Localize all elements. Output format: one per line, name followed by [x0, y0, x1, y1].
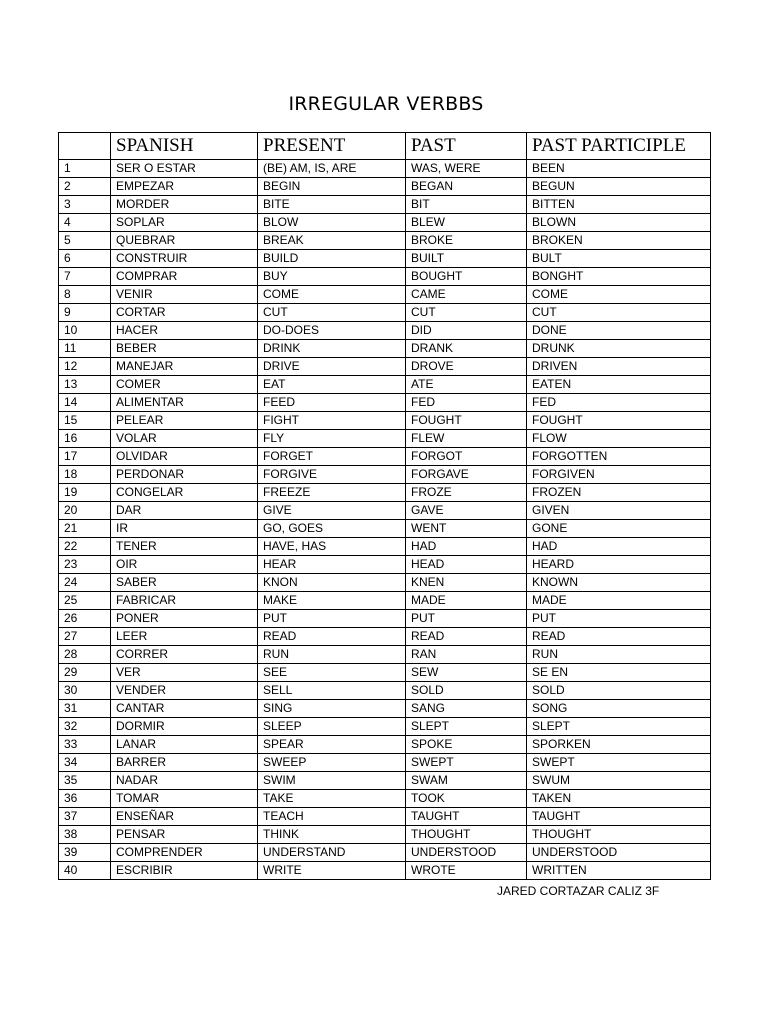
column-header-number [59, 133, 111, 160]
cell-past-participle: SWUM [527, 772, 711, 790]
table-row [59, 772, 711, 790]
cell-past: GAVE [406, 502, 527, 520]
cell-number: 9 [59, 304, 111, 322]
cell-past-participle: CUT [527, 304, 711, 322]
cell-number: 2 [59, 178, 111, 196]
table-row [59, 466, 711, 484]
table-row [59, 232, 711, 250]
cell-past-participle: SOLD [527, 682, 711, 700]
cell-number: 32 [59, 718, 111, 736]
table-row [59, 520, 711, 538]
cell-past: BOUGHT [406, 268, 527, 286]
cell-past-participle: THOUGHT [527, 826, 711, 844]
cell-past-participle: WRITTEN [527, 862, 711, 880]
cell-past-participle: BITTEN [527, 196, 711, 214]
cell-past: KNEN [406, 574, 527, 592]
cell-spanish: MORDER [111, 196, 258, 214]
cell-spanish: VENIR [111, 286, 258, 304]
cell-number: 31 [59, 700, 111, 718]
column-header-past-participle: PAST PARTICIPLE [527, 133, 711, 160]
cell-past: THOUGHT [406, 826, 527, 844]
cell-past-participle: SPORKEN [527, 736, 711, 754]
cell-past: FOUGHT [406, 412, 527, 430]
table-row [59, 628, 711, 646]
cell-spanish: OLVIDAR [111, 448, 258, 466]
cell-present: FEED [258, 394, 406, 412]
cell-present: BUILD [258, 250, 406, 268]
cell-past-participle: DRUNK [527, 340, 711, 358]
table-row [59, 538, 711, 556]
cell-past-participle: TAUGHT [527, 808, 711, 826]
table-row [59, 376, 711, 394]
cell-spanish: COMPRENDER [111, 844, 258, 862]
table-row [59, 592, 711, 610]
cell-number: 1 [59, 160, 111, 178]
cell-spanish: SABER [111, 574, 258, 592]
cell-past-participle: BROKEN [527, 232, 711, 250]
cell-past-participle: EATEN [527, 376, 711, 394]
cell-spanish: COMPRAR [111, 268, 258, 286]
column-header-past: PAST [406, 133, 527, 160]
cell-present: MAKE [258, 592, 406, 610]
cell-spanish: OIR [111, 556, 258, 574]
table-row [59, 178, 711, 196]
table-row [59, 484, 711, 502]
cell-number: 26 [59, 610, 111, 628]
cell-past: PUT [406, 610, 527, 628]
author-signature: JARED CORTAZAR CALIZ 3F [497, 884, 660, 898]
cell-past: SLEPT [406, 718, 527, 736]
cell-past: FED [406, 394, 527, 412]
cell-past: BLEW [406, 214, 527, 232]
table-row [59, 196, 711, 214]
cell-present: SING [258, 700, 406, 718]
cell-past: SANG [406, 700, 527, 718]
table-row [59, 430, 711, 448]
cell-past-participle: SONG [527, 700, 711, 718]
cell-past-participle: BEGUN [527, 178, 711, 196]
table-row [59, 646, 711, 664]
cell-present: (BE) AM, IS, ARE [258, 160, 406, 178]
cell-past: READ [406, 628, 527, 646]
cell-present: SLEEP [258, 718, 406, 736]
cell-spanish: BARRER [111, 754, 258, 772]
cell-past-participle: UNDERSTOOD [527, 844, 711, 862]
table-row [59, 556, 711, 574]
cell-present: DO-DOES [258, 322, 406, 340]
cell-number: 28 [59, 646, 111, 664]
table-row [59, 304, 711, 322]
table-row [59, 322, 711, 340]
table-header-row [59, 133, 711, 160]
cell-past-participle: SE EN [527, 664, 711, 682]
cell-past: ATE [406, 376, 527, 394]
cell-past-participle: MADE [527, 592, 711, 610]
table-row [59, 844, 711, 862]
table-row [59, 826, 711, 844]
table-row [59, 286, 711, 304]
cell-present: FORGET [258, 448, 406, 466]
cell-present: READ [258, 628, 406, 646]
cell-spanish: PELEAR [111, 412, 258, 430]
cell-spanish: CONSTRUIR [111, 250, 258, 268]
cell-past: DRANK [406, 340, 527, 358]
cell-present: COME [258, 286, 406, 304]
cell-spanish: HACER [111, 322, 258, 340]
cell-number: 25 [59, 592, 111, 610]
cell-past-participle: HEARD [527, 556, 711, 574]
cell-past-participle: FLOW [527, 430, 711, 448]
cell-past: BUILT [406, 250, 527, 268]
cell-spanish: NADAR [111, 772, 258, 790]
cell-past-participle: HAD [527, 538, 711, 556]
cell-present: HAVE, HAS [258, 538, 406, 556]
cell-spanish: CORTAR [111, 304, 258, 322]
page-title: IRREGULAR VERBBS [288, 93, 484, 115]
cell-past-participle: FORGIVEN [527, 466, 711, 484]
cell-number: 34 [59, 754, 111, 772]
cell-past-participle: FOUGHT [527, 412, 711, 430]
cell-past: BROKE [406, 232, 527, 250]
cell-spanish: ALIMENTAR [111, 394, 258, 412]
cell-number: 23 [59, 556, 111, 574]
table-row [59, 754, 711, 772]
cell-spanish: PONER [111, 610, 258, 628]
cell-past: CUT [406, 304, 527, 322]
cell-spanish: FABRICAR [111, 592, 258, 610]
cell-past-participle: BEEN [527, 160, 711, 178]
cell-past: CAME [406, 286, 527, 304]
table-row [59, 862, 711, 880]
cell-present: TEACH [258, 808, 406, 826]
cell-number: 4 [59, 214, 111, 232]
cell-number: 33 [59, 736, 111, 754]
cell-number: 8 [59, 286, 111, 304]
cell-past: FROZE [406, 484, 527, 502]
cell-present: BITE [258, 196, 406, 214]
cell-number: 16 [59, 430, 111, 448]
cell-present: PUT [258, 610, 406, 628]
cell-spanish: COMER [111, 376, 258, 394]
cell-number: 39 [59, 844, 111, 862]
cell-present: GO, GOES [258, 520, 406, 538]
cell-present: FREEZE [258, 484, 406, 502]
table-row [59, 700, 711, 718]
cell-past: FORGOT [406, 448, 527, 466]
cell-present: BUY [258, 268, 406, 286]
cell-spanish: TOMAR [111, 790, 258, 808]
cell-spanish: SOPLAR [111, 214, 258, 232]
table-row [59, 160, 711, 178]
irregular-verbs-table [58, 132, 711, 880]
table-row [59, 664, 711, 682]
cell-past: HAD [406, 538, 527, 556]
cell-present: HEAR [258, 556, 406, 574]
cell-spanish: PERDONAR [111, 466, 258, 484]
cell-spanish: LEER [111, 628, 258, 646]
table-row [59, 268, 711, 286]
cell-past-participle: FED [527, 394, 711, 412]
cell-present: KNON [258, 574, 406, 592]
cell-spanish: CORRER [111, 646, 258, 664]
cell-number: 14 [59, 394, 111, 412]
cell-past: RAN [406, 646, 527, 664]
cell-present: TAKE [258, 790, 406, 808]
table-row [59, 682, 711, 700]
cell-present: SEE [258, 664, 406, 682]
cell-past-participle: PUT [527, 610, 711, 628]
cell-number: 21 [59, 520, 111, 538]
table-row [59, 736, 711, 754]
cell-past: UNDERSTOOD [406, 844, 527, 862]
cell-spanish: TENER [111, 538, 258, 556]
table-body [59, 160, 711, 880]
cell-number: 18 [59, 466, 111, 484]
table-row [59, 808, 711, 826]
table-row [59, 610, 711, 628]
table-row [59, 412, 711, 430]
cell-spanish: EMPEZAR [111, 178, 258, 196]
cell-spanish: ENSEÑAR [111, 808, 258, 826]
cell-present: FIGHT [258, 412, 406, 430]
cell-past: TOOK [406, 790, 527, 808]
cell-number: 5 [59, 232, 111, 250]
cell-spanish: SER O ESTAR [111, 160, 258, 178]
cell-spanish: IR [111, 520, 258, 538]
cell-spanish: CANTAR [111, 700, 258, 718]
cell-spanish: BEBER [111, 340, 258, 358]
cell-past: SWAM [406, 772, 527, 790]
cell-present: BEGIN [258, 178, 406, 196]
cell-past-participle: FROZEN [527, 484, 711, 502]
cell-number: 20 [59, 502, 111, 520]
cell-present: BLOW [258, 214, 406, 232]
cell-number: 38 [59, 826, 111, 844]
cell-past: TAUGHT [406, 808, 527, 826]
cell-present: CUT [258, 304, 406, 322]
cell-present: DRIVE [258, 358, 406, 376]
cell-number: 36 [59, 790, 111, 808]
cell-past: DROVE [406, 358, 527, 376]
cell-past-participle: DONE [527, 322, 711, 340]
cell-spanish: MANEJAR [111, 358, 258, 376]
cell-number: 13 [59, 376, 111, 394]
table-row [59, 790, 711, 808]
table-row [59, 574, 711, 592]
cell-number: 10 [59, 322, 111, 340]
cell-past-participle: BULT [527, 250, 711, 268]
cell-past: SWEPT [406, 754, 527, 772]
cell-past: FLEW [406, 430, 527, 448]
cell-past: WENT [406, 520, 527, 538]
cell-spanish: DORMIR [111, 718, 258, 736]
cell-present: BREAK [258, 232, 406, 250]
cell-past: FORGAVE [406, 466, 527, 484]
cell-present: UNDERSTAND [258, 844, 406, 862]
cell-number: 40 [59, 862, 111, 880]
table-row [59, 448, 711, 466]
cell-present: SWEEP [258, 754, 406, 772]
cell-past: SEW [406, 664, 527, 682]
cell-past-participle: GIVEN [527, 502, 711, 520]
table-row [59, 340, 711, 358]
cell-past: SPOKE [406, 736, 527, 754]
cell-present: SELL [258, 682, 406, 700]
cell-spanish: VOLAR [111, 430, 258, 448]
table-row [59, 718, 711, 736]
cell-number: 29 [59, 664, 111, 682]
cell-past: SOLD [406, 682, 527, 700]
cell-present: SWIM [258, 772, 406, 790]
cell-number: 30 [59, 682, 111, 700]
cell-number: 19 [59, 484, 111, 502]
cell-present: SPEAR [258, 736, 406, 754]
cell-number: 22 [59, 538, 111, 556]
cell-past-participle: TAKEN [527, 790, 711, 808]
cell-past-participle: FORGOTTEN [527, 448, 711, 466]
cell-spanish: ESCRIBIR [111, 862, 258, 880]
cell-number: 12 [59, 358, 111, 376]
cell-present: THINK [258, 826, 406, 844]
cell-past-participle: COME [527, 286, 711, 304]
cell-spanish: DAR [111, 502, 258, 520]
cell-past-participle: GONE [527, 520, 711, 538]
cell-past-participle: SLEPT [527, 718, 711, 736]
cell-past: WROTE [406, 862, 527, 880]
cell-past: BIT [406, 196, 527, 214]
cell-past-participle: DRIVEN [527, 358, 711, 376]
cell-past: WAS, WERE [406, 160, 527, 178]
table-row [59, 502, 711, 520]
cell-number: 24 [59, 574, 111, 592]
cell-number: 15 [59, 412, 111, 430]
cell-spanish: QUEBRAR [111, 232, 258, 250]
cell-past-participle: SWEPT [527, 754, 711, 772]
cell-number: 6 [59, 250, 111, 268]
column-header-spanish: SPANISH [111, 133, 258, 160]
cell-past: MADE [406, 592, 527, 610]
cell-past: DID [406, 322, 527, 340]
cell-spanish: VENDER [111, 682, 258, 700]
cell-number: 37 [59, 808, 111, 826]
cell-number: 27 [59, 628, 111, 646]
cell-spanish: PENSAR [111, 826, 258, 844]
cell-present: DRINK [258, 340, 406, 358]
cell-number: 3 [59, 196, 111, 214]
cell-present: FLY [258, 430, 406, 448]
cell-number: 7 [59, 268, 111, 286]
cell-past: HEAD [406, 556, 527, 574]
table-row [59, 358, 711, 376]
cell-spanish: LANAR [111, 736, 258, 754]
cell-present: FORGIVE [258, 466, 406, 484]
cell-spanish: VER [111, 664, 258, 682]
cell-past: BEGAN [406, 178, 527, 196]
cell-present: RUN [258, 646, 406, 664]
cell-number: 11 [59, 340, 111, 358]
cell-present: WRITE [258, 862, 406, 880]
cell-number: 17 [59, 448, 111, 466]
cell-spanish: CONGELAR [111, 484, 258, 502]
table-row [59, 250, 711, 268]
cell-number: 35 [59, 772, 111, 790]
cell-past-participle: BONGHT [527, 268, 711, 286]
table-row [59, 394, 711, 412]
column-header-present: PRESENT [258, 133, 406, 160]
cell-past-participle: READ [527, 628, 711, 646]
cell-past-participle: BLOWN [527, 214, 711, 232]
cell-past-participle: RUN [527, 646, 711, 664]
cell-present: GIVE [258, 502, 406, 520]
cell-past-participle: KNOWN [527, 574, 711, 592]
table-row [59, 214, 711, 232]
cell-present: EAT [258, 376, 406, 394]
